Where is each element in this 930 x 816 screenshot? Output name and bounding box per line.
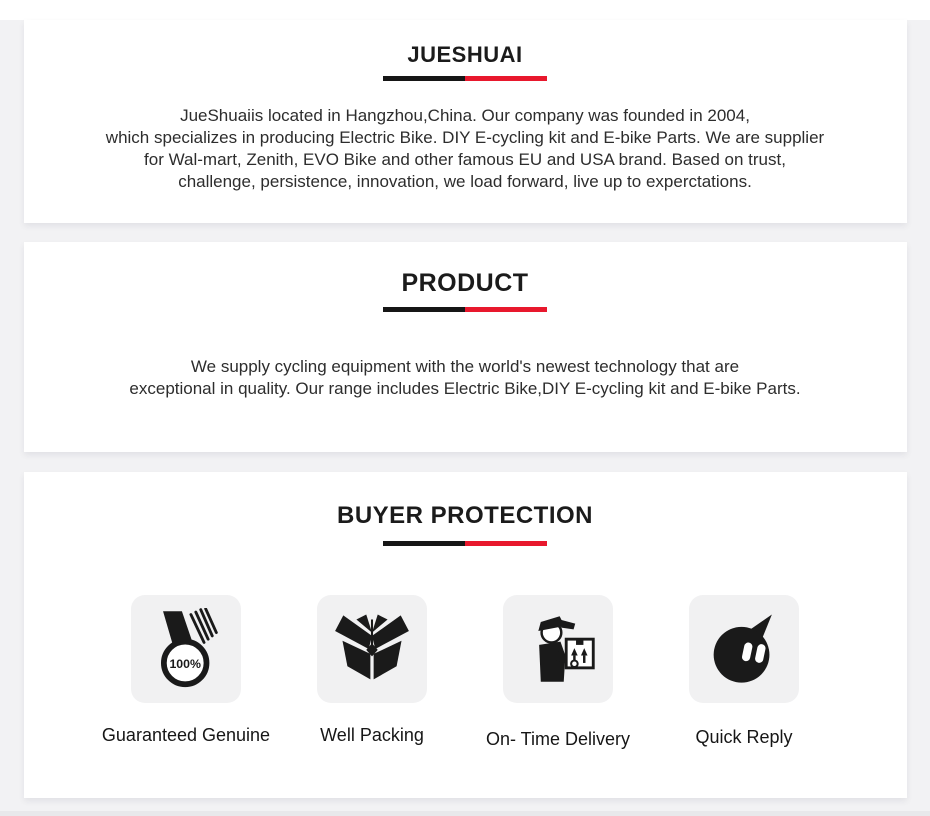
company-intro-card (24, 20, 907, 223)
product-description (24, 356, 907, 400)
delivery-person-icon (517, 608, 599, 690)
divider-black-segment (383, 541, 465, 546)
company-description-line: JueShuaiis located in Hangzhou,China. Our company was founded in 2004, (180, 106, 750, 126)
title-divider (383, 541, 547, 546)
company-description-line: which specializes in producing Electric Bike. DIY E-cycling kit and E-bike Parts. We are supplier (105, 128, 825, 148)
company-title: JUESHUAI (407, 42, 523, 67)
icon-tile (131, 595, 241, 703)
product-card (24, 242, 907, 452)
divider-red-segment (465, 76, 547, 81)
divider-red-segment (465, 307, 547, 312)
divider-black-segment (383, 307, 465, 312)
bp-item-label: Well Packing (320, 724, 424, 745)
bp-item-well-packing (279, 595, 465, 750)
divider-red-segment (465, 541, 547, 546)
bp-item-label: On- Time Delivery (485, 728, 631, 749)
divider-black-segment (383, 76, 465, 81)
product-description-line: We supply cycling equipment with the world's newest technology that are (190, 356, 740, 376)
icon-tile (317, 595, 427, 703)
icon-tile (503, 595, 613, 703)
bp-item-label: Quick Reply (695, 726, 793, 747)
title-divider (383, 307, 547, 312)
icon-tile (689, 595, 799, 703)
product-title: PRODUCT (401, 269, 529, 297)
speech-bubble-icon (703, 608, 785, 690)
bp-item-label: Guaranteed Genuine (101, 724, 271, 745)
company-description-line: challenge, persistence, innovation, we load forward, live up to experctations. (178, 172, 752, 192)
product-description-line: exceptional in quality. Our range includes Electric Bike,DIY E-cycling kit and E-bike Parts. (129, 378, 801, 398)
top-white-strip (0, 0, 930, 20)
company-description (24, 105, 907, 193)
buyer-protection-title: BUYER PROTECTION (336, 502, 593, 529)
buyer-protection-card (24, 472, 907, 798)
buyer-protection-items (24, 595, 907, 750)
bp-item-quick-reply (651, 595, 837, 750)
package-box-icon (331, 608, 413, 690)
title-divider (383, 76, 547, 81)
bp-item-on-time-delivery (465, 595, 651, 750)
medal-badge-text: 100% (169, 656, 201, 671)
bp-item-guaranteed-genuine (93, 595, 279, 750)
company-description-line: for Wal-mart, Zenith, EVO Bike and other famous EU and USA brand. Based on trust, (144, 150, 786, 170)
bottom-divider-strip (0, 811, 930, 816)
medal-100-icon (145, 608, 227, 690)
